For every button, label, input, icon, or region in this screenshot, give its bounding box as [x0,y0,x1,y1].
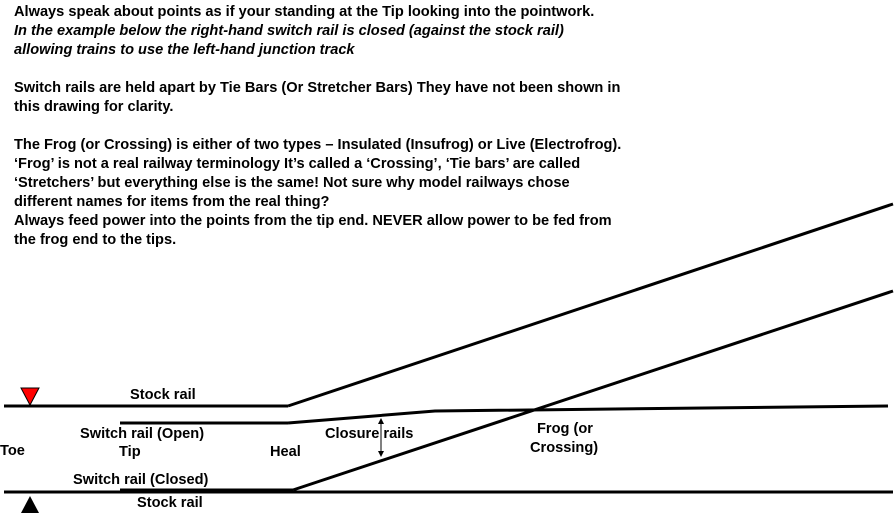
frog-note-line-3: ‘Stretchers’ but everything else is the same! Not sure why model railways chose [14,175,570,191]
label-switch-rail-closed: Switch rail (Closed) [73,472,209,488]
label-switch-rail-open: Switch rail (Open) [80,426,205,442]
top-stock-rail-diverging [288,204,893,406]
frog-note-line-1: The Frog (or Crossing) is either of two types – Insulated (Insufrog) or Live (Electrofrog). [14,137,622,153]
frog-note-line-4: different names for items from the real thing? [14,194,330,210]
tie-bars-line-2: this drawing for clarity. [14,99,174,115]
intro-line-3: allowing trains to use the left-hand junction track [14,42,355,58]
label-closure-rails: Closure rails [325,426,414,442]
label-frog-line-1: Frog (or [537,421,593,437]
closure-rail-diverging [293,291,893,490]
frog-note-line-5: Always feed power into the points from the tip end. NEVER allow power to be fed from [14,213,612,229]
label-tip: Tip [119,444,141,460]
frog-note-line-6: the frog end to the tips. [14,232,177,248]
intro-line-1: Always speak about points as if your standing at the Tip looking into the pointwork. [14,4,595,20]
intro-line-2: In the example below the right-hand switch rail is closed (against the stock rail) [14,23,564,39]
red-triangle-marker-icon [21,388,39,405]
label-stock-rail-top: Stock rail [130,387,196,403]
label-stock-rail-bottom: Stock rail [137,495,203,511]
label-toe: Toe [0,443,25,459]
label-frog-line-2: Crossing) [530,440,599,456]
frog-note-line-2: ‘Frog’ is not a real railway terminology It’s called a ‘Crossing’, ‘Tie bars’ are called [14,156,581,172]
label-heal: Heal [270,444,301,460]
tie-bars-line-1: Switch rails are held apart by Tie Bars (Or Stretcher Bars) They have not been shown in [14,80,621,96]
black-triangle-marker-icon [21,496,39,513]
